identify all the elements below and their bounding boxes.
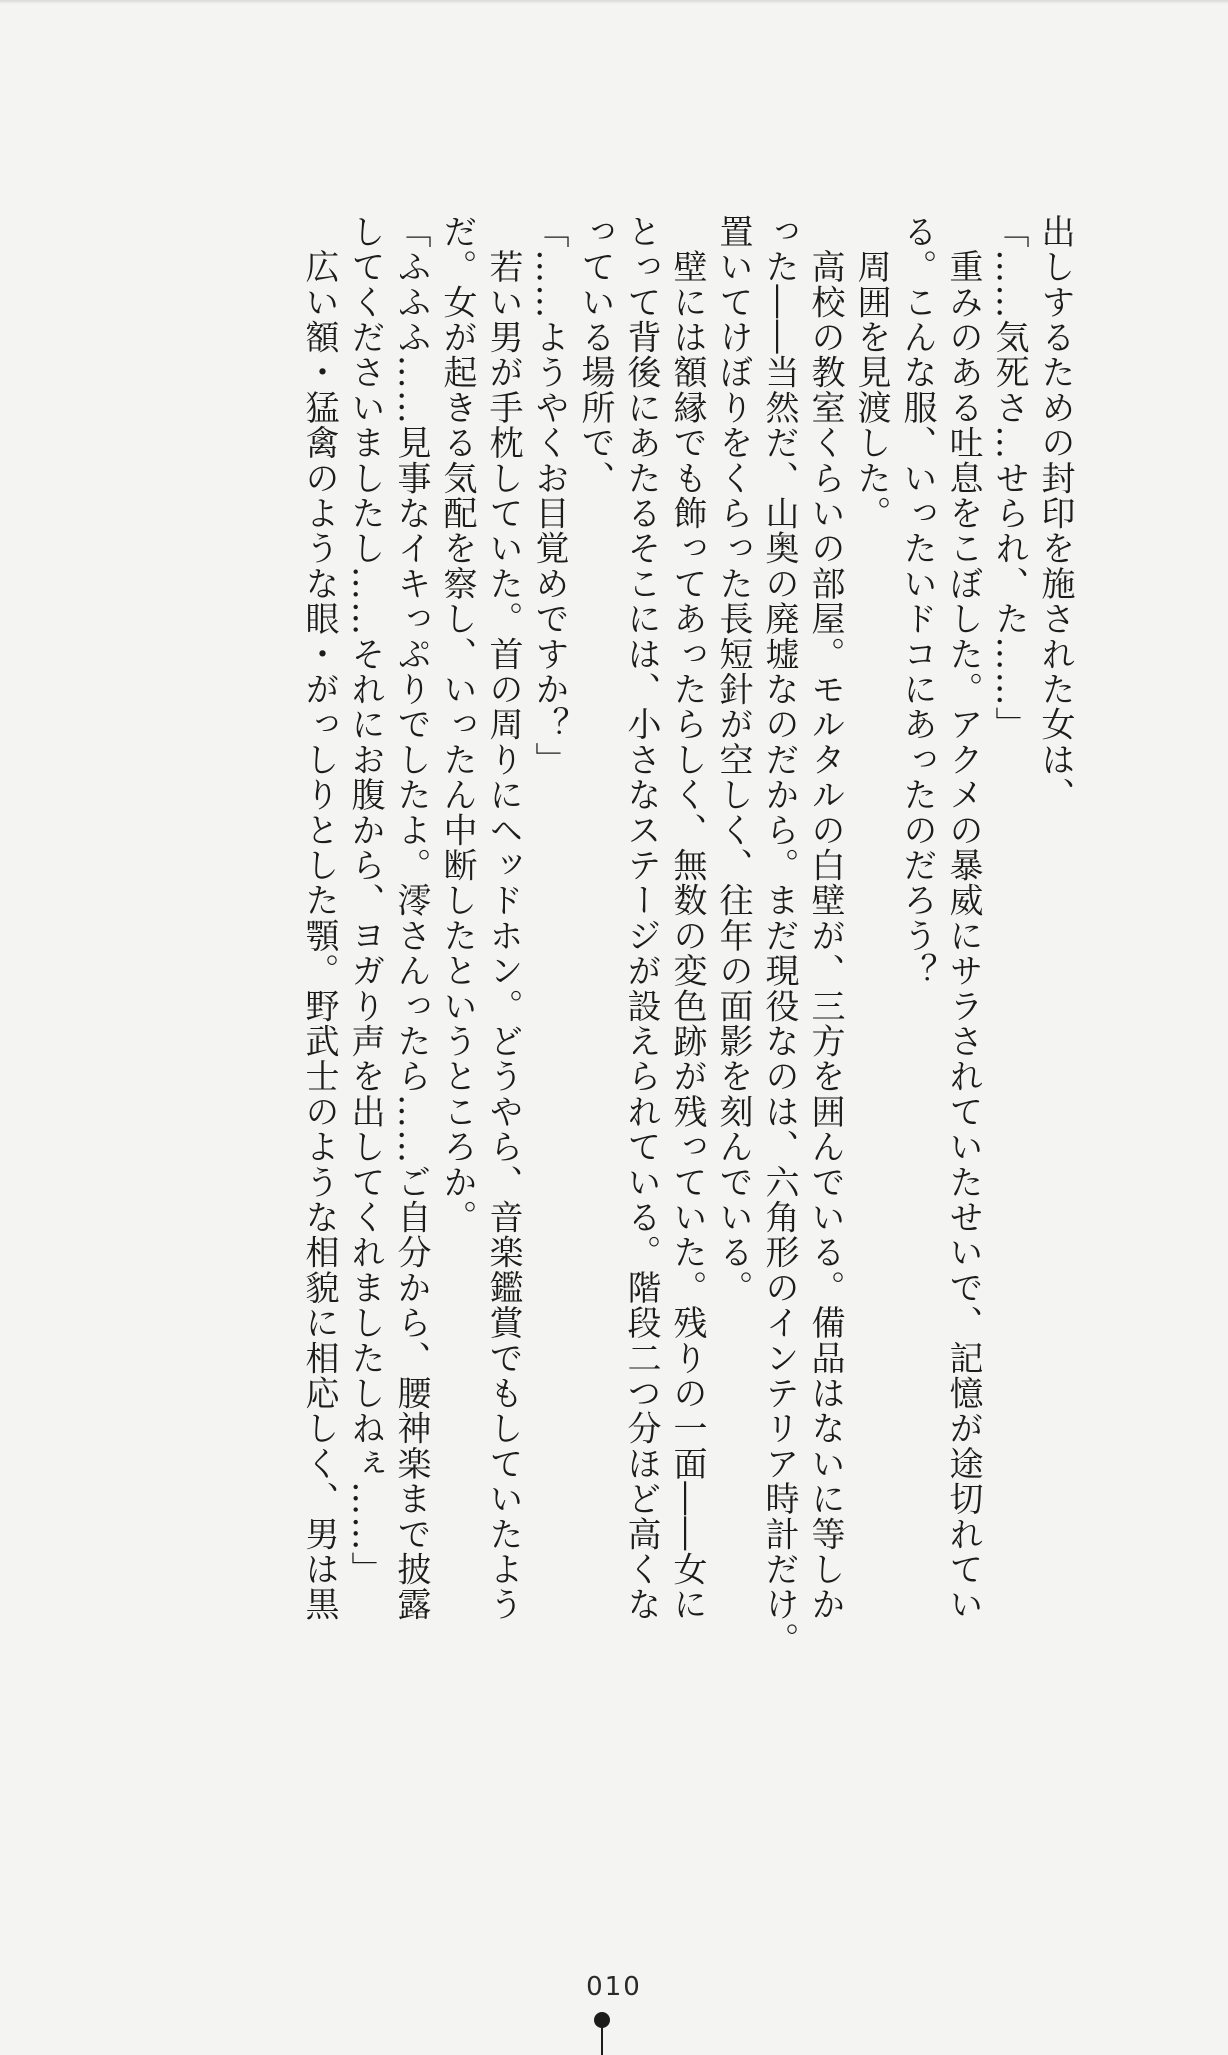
- text-line-5: 周囲を見渡した。: [851, 214, 891, 531]
- text-line-2: 「……気死さ…せられ、た……」: [989, 214, 1029, 742]
- page-number: 010: [586, 1972, 642, 2002]
- text-line-12: 「……ようやくお目覚めですか？」: [529, 214, 569, 778]
- vertical-text-block: [138, 214, 1078, 1724]
- text-line-17: 広い額・猛禽のような眼・がっしりとした顎。野武士のような相貌に相応しく、男は黒: [299, 214, 339, 1622]
- text-line-11: っている場所で、: [575, 214, 615, 496]
- text-line-14: だ。女が起きる気配を察し、いったん中断したというところか。: [437, 214, 477, 1235]
- text-line-4: る。こんな服、いったいドコにあったのだろう？: [897, 214, 937, 989]
- text-line-9: 壁には額縁でも飾ってあったらしく、無数の変色跡が残っていた。残りの一面――女に: [667, 214, 707, 1622]
- text-line-10: とって背後にあたるそこには、小さなステージが設えられている。階段二つ分ほど高くな: [621, 214, 661, 1622]
- text-line-13: 若い男が手枕していた。首の周りにヘッドホン。どうやら、音楽鑑賞でもしていたよう: [483, 214, 523, 1622]
- text-line-8: 置いてけぼりをくらった長短針が空しく、往年の面影を刻んでいる。: [713, 214, 753, 1306]
- text-line-7: った――当然だ、山奥の廃墟なのだから。まだ現役なのは、六角形のインテリア時計だけ。: [759, 214, 799, 1658]
- text-line-16: してくださいましたし……それにお腹から、ヨガり声を出してくれましたしねぇ……」: [345, 214, 385, 1587]
- text-line-3: 重みのある吐息をこぼした。アクメの暴威にサラされていたせいで、記憶が途切れてい: [943, 214, 983, 1622]
- text-line-6: 高校の教室くらいの部屋。モルタルの白壁が、三方を囲んでいる。備品はないに等しか: [805, 214, 845, 1623]
- page-marker-stem: [601, 2026, 603, 2055]
- scan-edge: [0, 0, 1228, 4]
- text-line-15: 「ふふふ……見事なイキっぷりでしたよ。澪さんったら……ご自分から、腰神楽まで披露: [391, 214, 431, 1622]
- text-line-1: 出しするための封印を施された女は、: [1035, 214, 1075, 813]
